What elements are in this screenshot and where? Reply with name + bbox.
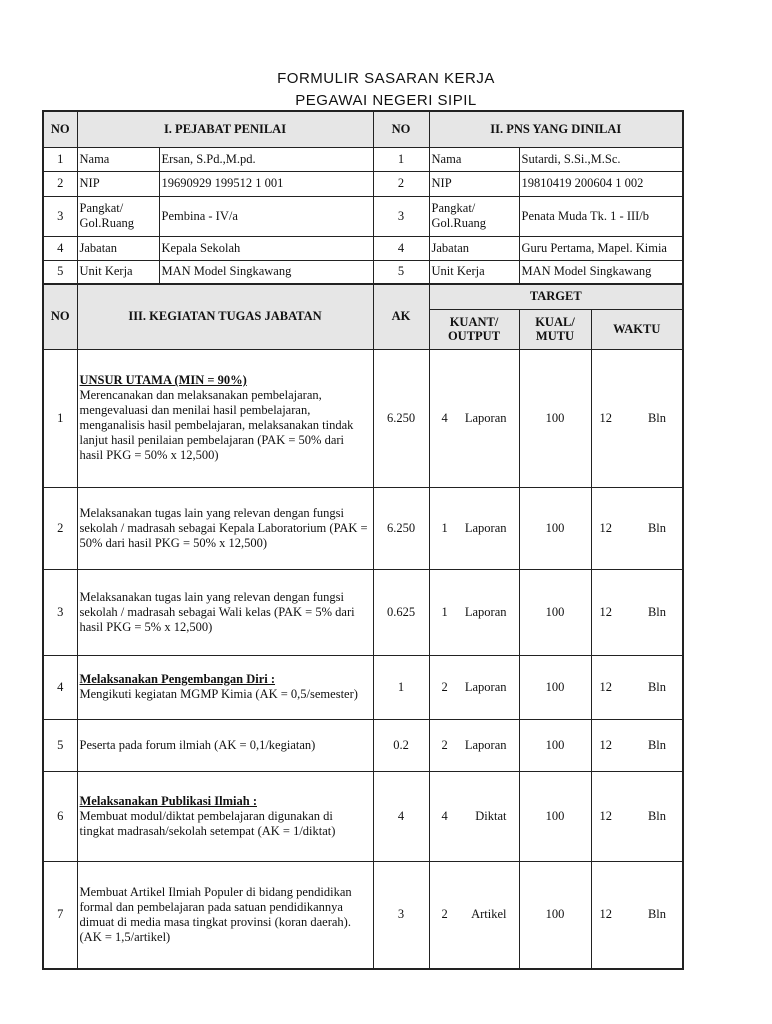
activities-table — [42, 283, 684, 970]
table-row — [43, 236, 683, 260]
field-value: Kepala Sekolah — [159, 236, 373, 260]
table-row — [43, 196, 683, 236]
output-unit: Laporan — [464, 737, 507, 752]
time-value: 12 — [599, 604, 612, 619]
table-row — [43, 771, 683, 861]
header-pejabat-penilai: I. PEJABAT PENILAI — [77, 111, 373, 147]
field-label: NIP — [77, 171, 159, 196]
activity-description — [77, 719, 373, 771]
activity-text: Membuat Artikel Ilmiah Populer di bidang pendidikan formal dan pembelajaran pada satuan pendidikannya dimuat di media masa tingkat provinsi (koran daerah). (AK = 1,5/artikel) — [79, 884, 352, 944]
kuant-output — [429, 771, 519, 861]
kuant-output — [429, 861, 519, 969]
output-qty: 1 — [441, 604, 448, 619]
officials-table — [42, 110, 684, 285]
kuant-output — [429, 719, 519, 771]
time-value: 12 — [599, 907, 612, 922]
header-waktu: WAKTU — [591, 309, 683, 349]
activity-description — [77, 487, 373, 569]
waktu — [591, 487, 683, 569]
kuant-output — [429, 487, 519, 569]
table-row — [43, 487, 683, 569]
row-no: 1 — [43, 147, 77, 171]
header-no-right: NO — [373, 111, 429, 147]
header-kegiatan: III. KEGIATAN TUGAS JABATAN — [77, 284, 373, 349]
ak-value: 6.250 — [373, 487, 429, 569]
output-qty: 1 — [441, 520, 448, 535]
activity-description — [77, 349, 373, 487]
kual-mutu: 100 — [519, 719, 591, 771]
activity-description — [77, 771, 373, 861]
kual-mutu: 100 — [519, 861, 591, 969]
ak-value: 4 — [373, 771, 429, 861]
header-ak: AK — [373, 284, 429, 349]
row-no: 4 — [43, 236, 77, 260]
table-row — [43, 171, 683, 196]
form-title: FORMULIR SASARAN KERJA — [277, 70, 495, 87]
waktu — [591, 719, 683, 771]
time-value: 12 — [599, 737, 612, 752]
row-no: 2 — [43, 487, 77, 569]
output-qty: 2 — [441, 907, 448, 922]
waktu — [591, 349, 683, 487]
output-qty: 4 — [441, 808, 448, 823]
section-heading: UNSUR UTAMA (MIN = 90%) — [79, 373, 247, 387]
table-row — [43, 349, 683, 487]
header-kuant-output: KUANT/ OUTPUT — [429, 309, 519, 349]
time-unit: Bln — [647, 604, 666, 619]
row-no: 2 — [43, 171, 77, 196]
kual-mutu: 100 — [519, 771, 591, 861]
activity-text: Peserta pada forum ilmiah (AK = 0,1/kegiatan) — [79, 737, 316, 752]
field-label: Nama — [77, 147, 159, 171]
field-label: Pangkat/ Gol.Ruang — [77, 196, 159, 236]
field-value: Guru Pertama, Mapel. Kimia — [519, 236, 683, 260]
kuant-output — [429, 655, 519, 719]
field-value: Pembina - IV/a — [159, 196, 373, 236]
activity-text: Melaksanakan tugas lain yang relevan dengan fungsi sekolah / madrasah sebagai Wali kelas (PAK = 5% dari hasil PKG = 5% x 12,500) — [79, 589, 355, 634]
row-no: 1 — [373, 147, 429, 171]
row-no: 4 — [373, 236, 429, 260]
header-no-left: NO — [43, 111, 77, 147]
time-unit: Bln — [647, 520, 666, 535]
table-row — [43, 569, 683, 655]
time-value: 12 — [599, 808, 612, 823]
field-label: NIP — [429, 171, 519, 196]
output-unit: Laporan — [464, 520, 507, 535]
form-subtitle: PEGAWAI NEGERI SIPIL — [295, 92, 477, 109]
row-no: 5 — [373, 260, 429, 284]
field-label: Pangkat/ Gol.Ruang — [429, 196, 519, 236]
table-row — [43, 260, 683, 284]
time-value: 12 — [599, 410, 612, 425]
field-label: Jabatan — [429, 236, 519, 260]
row-no: 5 — [43, 260, 77, 284]
time-unit: Bln — [647, 907, 666, 922]
kual-mutu: 100 — [519, 655, 591, 719]
activity-text: Melaksanakan tugas lain yang relevan dengan fungsi sekolah / madrasah sebagai Kepala Laboratorium (PAK = 50% dari hasil PKG = 50% x 12,500) — [79, 505, 368, 550]
ak-value: 3 — [373, 861, 429, 969]
table-row — [43, 719, 683, 771]
ak-value: 0.2 — [373, 719, 429, 771]
activity-description — [77, 655, 373, 719]
section-heading: Melaksanakan Publikasi Ilmiah : — [79, 793, 257, 808]
field-label: Jabatan — [77, 236, 159, 260]
waktu — [591, 861, 683, 969]
output-unit: Diktat — [475, 808, 507, 823]
header-no: NO — [43, 284, 77, 349]
kual-mutu: 100 — [519, 569, 591, 655]
ak-value: 6.250 — [373, 349, 429, 487]
ak-value: 1 — [373, 655, 429, 719]
time-unit: Bln — [647, 737, 666, 752]
row-no: 3 — [373, 196, 429, 236]
output-unit: Laporan — [464, 604, 507, 619]
row-no: 1 — [43, 349, 77, 487]
header-kual-mutu: KUAL/ MUTU — [519, 309, 591, 349]
output-unit: Artikel — [471, 907, 507, 922]
output-qty: 2 — [441, 679, 448, 694]
activity-description — [77, 569, 373, 655]
row-no: 3 — [43, 569, 77, 655]
ak-value: 0.625 — [373, 569, 429, 655]
row-no: 4 — [43, 655, 77, 719]
kual-mutu: 100 — [519, 349, 591, 487]
table-row — [43, 655, 683, 719]
output-unit: Laporan — [464, 410, 507, 425]
field-value: Penata Muda Tk. 1 - III/b — [519, 196, 683, 236]
header-target: TARGET — [429, 284, 683, 309]
activity-text: Membuat modul/diktat pembelajaran digunakan di tingkat madrasah/sekolah setempat (AK = 1/diktat) — [79, 808, 336, 838]
output-qty: 4 — [441, 410, 448, 425]
activity-description — [77, 861, 373, 969]
output-unit: Laporan — [464, 679, 507, 694]
row-no: 5 — [43, 719, 77, 771]
row-no: 3 — [43, 196, 77, 236]
time-unit: Bln — [647, 679, 666, 694]
output-qty: 2 — [441, 737, 448, 752]
row-no: 7 — [43, 861, 77, 969]
section-heading: Melaksanakan Pengembangan Diri : — [79, 672, 276, 686]
field-value: Sutardi, S.Si.,M.Sc. — [519, 147, 683, 171]
activity-text: Merencanakan dan melaksanakan pembelajaran, mengevaluasi dan menilai hasil pembelajaran, menganalisis hasil pembelajaran, melaksanakan tindak lanjut hasil penilaian pembelajaran (PAK = 50% dari hasil PKG = 50% x 12,500) — [79, 388, 354, 462]
header-pns-dinilai: II. PNS YANG DINILAI — [429, 111, 683, 147]
kuant-output — [429, 349, 519, 487]
time-unit: Bln — [647, 410, 666, 425]
field-label: Nama — [429, 147, 519, 171]
table-row — [43, 861, 683, 969]
field-label: Unit Kerja — [429, 260, 519, 284]
kual-mutu: 100 — [519, 487, 591, 569]
field-value: 19690929 199512 1 001 — [159, 171, 373, 196]
row-no: 2 — [373, 171, 429, 196]
field-value: Ersan, S.Pd.,M.pd. — [159, 147, 373, 171]
time-value: 12 — [599, 520, 612, 535]
kuant-output — [429, 569, 519, 655]
table-row — [43, 147, 683, 171]
time-unit: Bln — [647, 808, 666, 823]
waktu — [591, 569, 683, 655]
field-value: MAN Model Singkawang — [519, 260, 683, 284]
field-label: Unit Kerja — [77, 260, 159, 284]
waktu — [591, 771, 683, 861]
waktu — [591, 655, 683, 719]
activity-text: Mengikuti kegiatan MGMP Kimia (AK = 0,5/semester) — [79, 687, 358, 701]
time-value: 12 — [599, 679, 612, 694]
field-value: MAN Model Singkawang — [159, 260, 373, 284]
field-value: 19810419 200604 1 002 — [519, 171, 683, 196]
row-no: 6 — [43, 771, 77, 861]
